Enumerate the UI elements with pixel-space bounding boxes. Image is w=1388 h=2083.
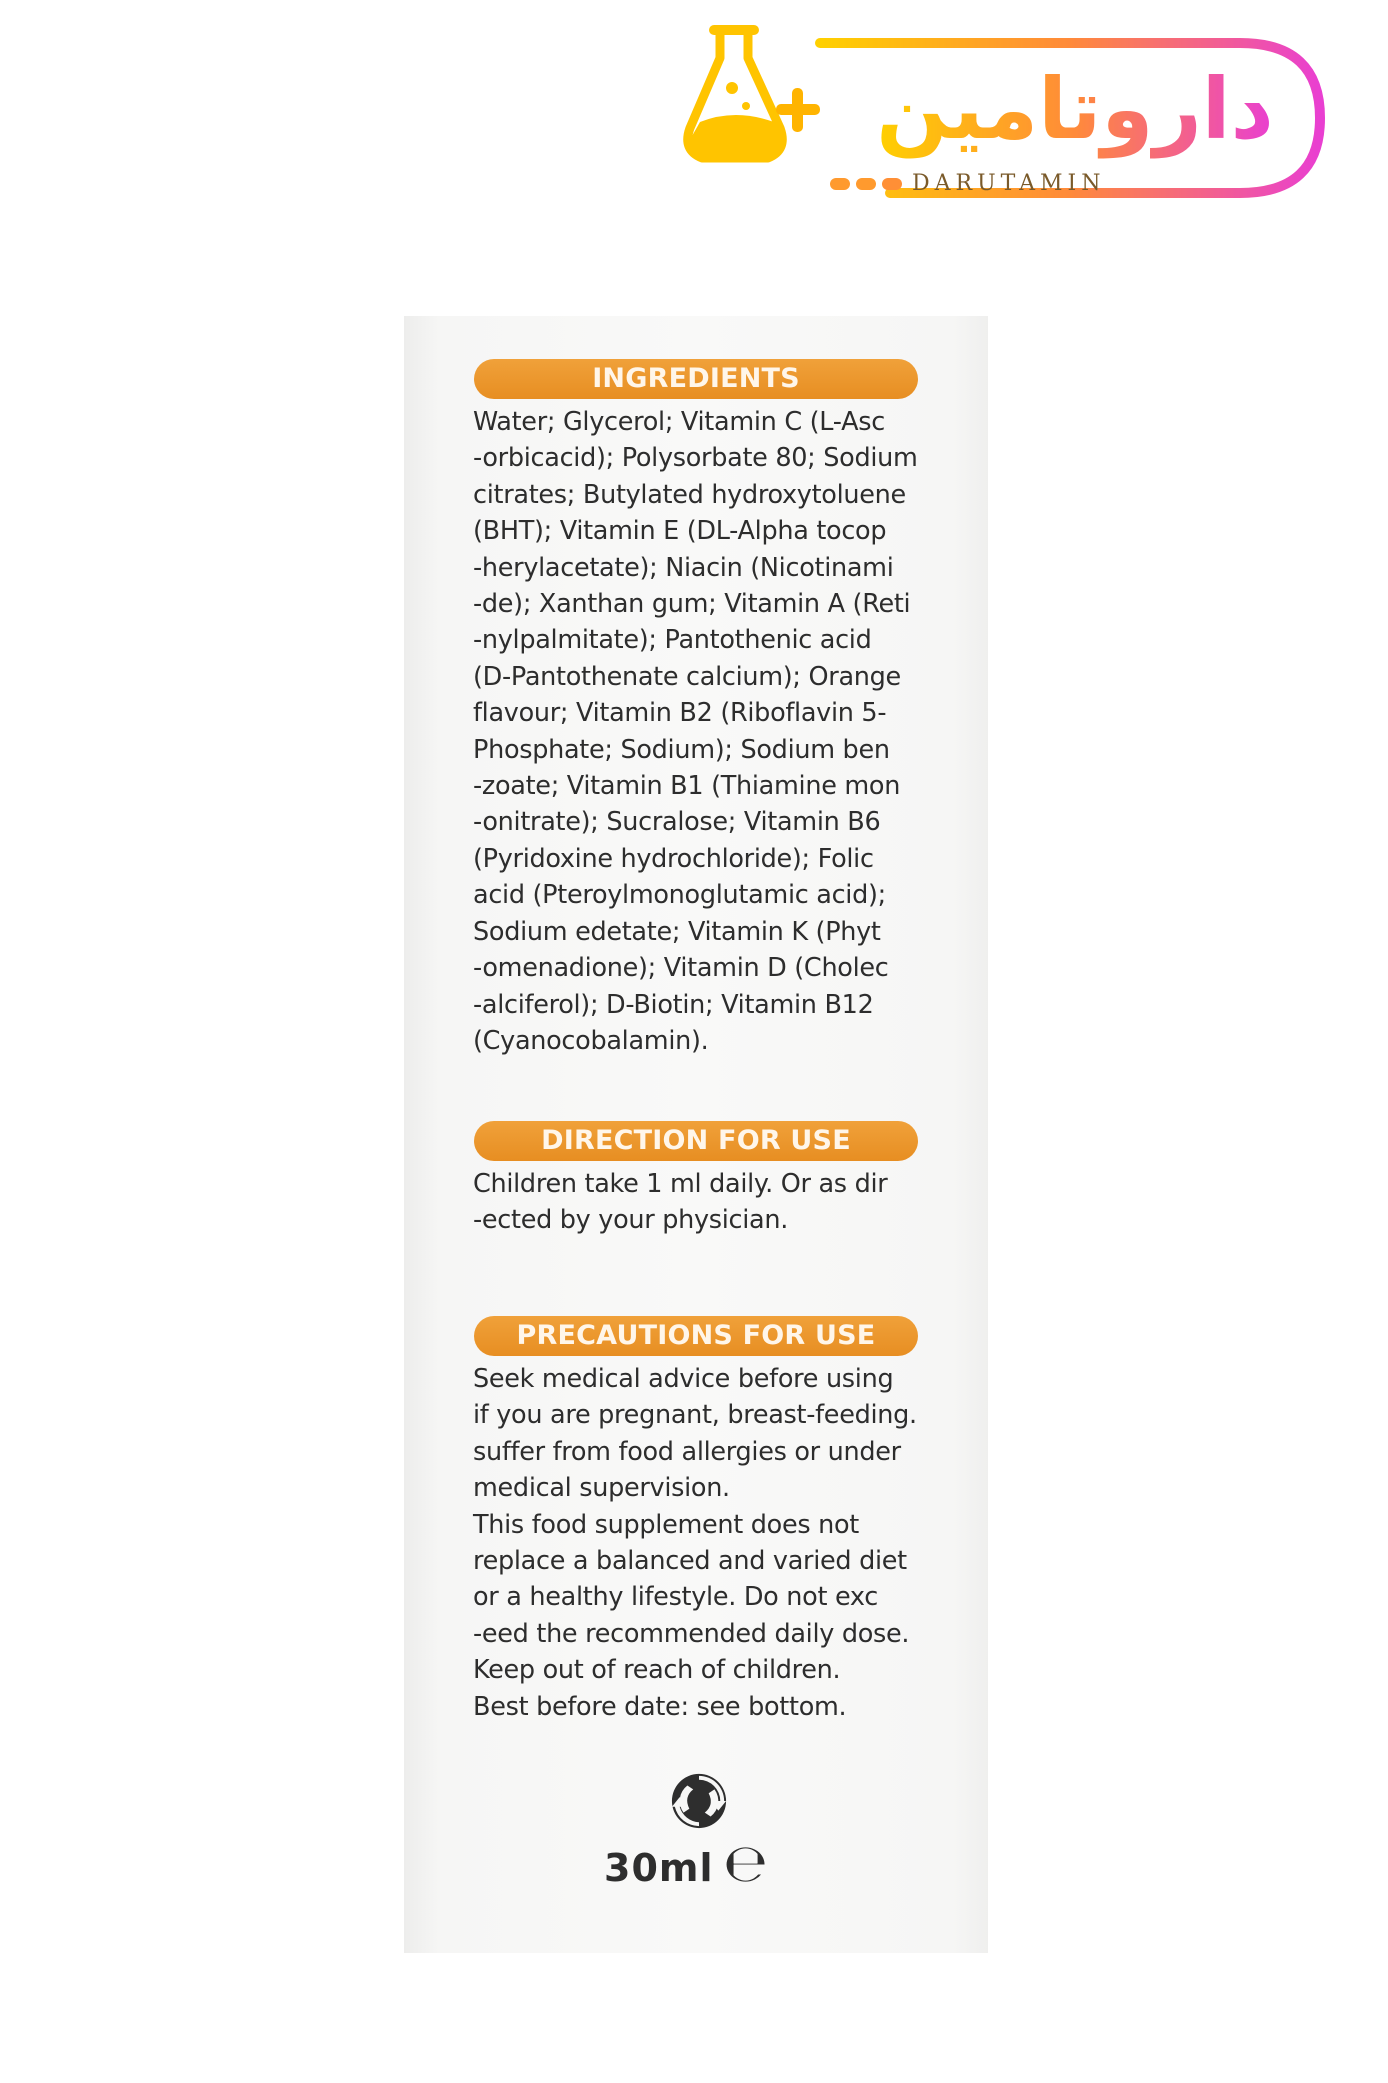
precautions-line: replace a balanced and varied diet: [473, 1546, 907, 1577]
precautions-text: [473, 1361, 933, 1725]
logo-persian-text: داروتامین: [876, 60, 1274, 158]
green-dot-recycling-icon: [670, 1772, 728, 1830]
estimated-sign-icon: ℮: [723, 1834, 768, 1894]
direction-line: -ected by your physician.: [473, 1205, 789, 1236]
ingredients-line: -nylpalmitate); Pantothenic acid: [473, 625, 872, 656]
precautions-line: or a healthy lifestyle. Do not exc: [473, 1582, 878, 1613]
ingredients-line: -herylacetate); Niacin (Nicotinami: [473, 552, 894, 583]
precautions-line: medical supervision.: [473, 1473, 730, 1504]
ingredients-line: -omenadione); Vitamin D (Cholec: [473, 953, 889, 984]
direction-line: Children take 1 ml daily. Or as dir: [473, 1169, 888, 1199]
ingredients-line: acid (Pteroylmonoglutamic acid);: [473, 880, 886, 911]
ingredients-line: Sodium edetate; Vitamin K (Phyt: [473, 916, 881, 947]
ingredients-line: -alciferol); D-Biotin; Vitamin B12: [473, 989, 874, 1020]
precautions-line: This food supplement does not: [473, 1509, 860, 1540]
ingredients-line: -de); Xanthan gum; Vitamin A (Reti: [473, 589, 911, 620]
ingredients-line: (D-Pantothenate calcium); Orange: [473, 661, 901, 692]
precautions-line: Seek medical advice before using: [473, 1364, 894, 1394]
section-header-precautions: PRECAUTIONS FOR USE: [474, 1316, 918, 1356]
precautions-line: -eed the recommended daily dose.: [473, 1618, 910, 1649]
net-volume: [604, 1833, 804, 1903]
precautions-line: Keep out of reach of children.: [473, 1655, 841, 1686]
section-header-ingredients: INGREDIENTS: [474, 359, 918, 399]
volume-text: 30ml: [604, 1846, 714, 1890]
ingredients-line: -zoate; Vitamin B1 (Thiamine mon: [473, 771, 901, 802]
logo-latin-text: DARUTAMIN: [912, 171, 1106, 196]
section-header-direction: DIRECTION FOR USE: [474, 1121, 918, 1161]
ingredients-line: (BHT); Vitamin E (DL-Alpha tocop: [473, 516, 887, 547]
ingredients-text: [473, 404, 933, 1059]
product-box-panel: [404, 316, 988, 1953]
ingredients-line: -onitrate); Sucralose; Vitamin B6: [473, 807, 881, 838]
brand-logo: [680, 18, 1350, 218]
ingredients-line: Water; Glycerol; Vitamin C (L-Asc: [473, 407, 885, 437]
ingredients-line: Phosphate; Sodium); Sodium ben: [473, 734, 890, 765]
ingredients-line: -orbicacid); Polysorbate 80; Sodium: [473, 443, 918, 474]
ingredients-line: (Pyridoxine hydrochloride); Folic: [473, 843, 874, 874]
ingredients-line: (Cyanocobalamin).: [473, 1025, 709, 1056]
ingredients-line: citrates; Butylated hydroxytoluene: [473, 479, 906, 510]
direction-text: [473, 1166, 933, 1239]
ingredients-line: flavour; Vitamin B2 (Riboflavin 5-: [473, 698, 887, 729]
precautions-line: if you are pregnant, breast-feeding.: [473, 1400, 917, 1431]
precautions-line: Best before date: see bottom.: [473, 1691, 847, 1722]
precautions-line: suffer from food allergies or under: [473, 1436, 901, 1467]
